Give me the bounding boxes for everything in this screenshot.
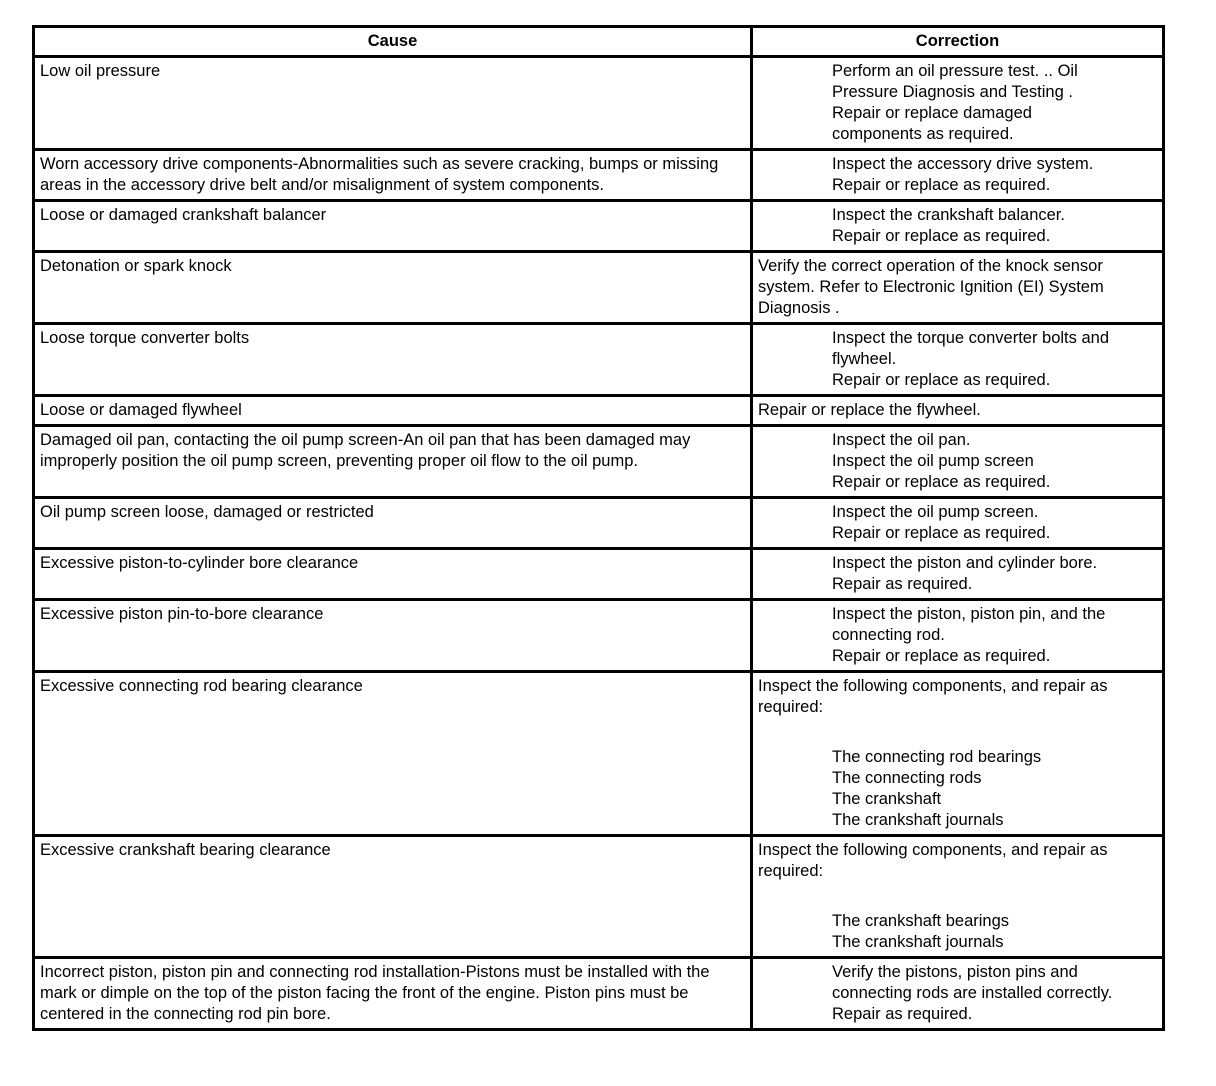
correction-step-line: Inspect the piston and cylinder bore.	[832, 554, 1098, 572]
correction-step-line: The crankshaft	[832, 790, 942, 808]
correction-step-line: Repair or replace as required.	[832, 647, 1051, 665]
correction-cell	[752, 498, 1164, 549]
table-row	[34, 498, 1164, 549]
table-row	[34, 150, 1164, 201]
correction-step-line: flywheel.	[832, 350, 897, 368]
cause-cell: Detonation or spark knock	[34, 252, 752, 324]
correction-step-line: Verify the pistons, piston pins and	[832, 963, 1078, 981]
correction-step-line: Repair as required.	[832, 1005, 973, 1023]
table-row	[34, 426, 1164, 498]
correction-text-line: system. Refer to Electronic Ignition (EI) System	[758, 278, 1104, 296]
correction-step-line: The crankshaft bearings	[832, 912, 1010, 930]
table-row	[34, 836, 1164, 958]
correction-text-line: Verify the correct operation of the knock sensor	[758, 257, 1103, 275]
correction-step-line: Inspect the torque converter bolts and	[832, 329, 1110, 347]
correction-step-line: Inspect the accessory drive system.	[832, 155, 1094, 173]
correction-step-line: Inspect the oil pump screen	[832, 452, 1034, 470]
cause-cell: Loose or damaged flywheel	[34, 396, 752, 426]
cause-cell: Excessive piston pin-to-bore clearance	[34, 600, 752, 672]
correction-text-line: required:	[758, 862, 824, 880]
correction-step-line: Pressure Diagnosis and Testing .	[832, 83, 1073, 101]
correction-step-line: Repair or replace as required.	[832, 524, 1051, 542]
correction-step-line: The crankshaft journals	[832, 933, 1004, 951]
correction-cell	[752, 150, 1164, 201]
cause-cell: Incorrect piston, piston pin and connecting rod installation-Pistons must be installed with the mark or dimple on the top of the piston facing the front of the engine. Piston pins must be centered in the connecting rod pin bore.	[34, 958, 752, 1030]
correction-cell	[752, 549, 1164, 600]
correction-cell	[752, 958, 1164, 1030]
correction-cell	[752, 396, 1164, 426]
correction-step-line: Repair or replace damaged	[832, 104, 1032, 122]
cause-cell: Damaged oil pan, contacting the oil pump screen-An oil pan that has been damaged may improperly position the oil pump screen, preventing proper oil flow to the oil pump.	[34, 426, 752, 498]
correction-step-line: The connecting rod bearings	[832, 748, 1042, 766]
correction-cell	[752, 426, 1164, 498]
table-row	[34, 201, 1164, 252]
correction-step-line: The connecting rods	[832, 769, 982, 787]
correction-header: Correction	[752, 27, 1164, 57]
correction-text-line: Inspect the following components, and repair as	[758, 841, 1108, 859]
diagnosis-table	[32, 25, 1165, 1031]
spacer	[758, 718, 1158, 747]
table-row	[34, 958, 1164, 1030]
table-row	[34, 600, 1164, 672]
correction-step-line: Inspect the crankshaft balancer.	[832, 206, 1065, 224]
correction-step-line: Repair or replace as required.	[832, 176, 1051, 194]
cause-cell: Excessive connecting rod bearing clearance	[34, 672, 752, 836]
correction-cell	[752, 836, 1164, 958]
correction-step-line: components as required.	[832, 125, 1014, 143]
header-row	[34, 27, 1164, 57]
table-row	[34, 324, 1164, 396]
correction-step-line: Inspect the oil pan.	[832, 431, 971, 449]
correction-step-line: Repair or replace as required.	[832, 473, 1051, 491]
cause-cell: Loose or damaged crankshaft balancer	[34, 201, 752, 252]
correction-step-line: Repair as required.	[832, 575, 973, 593]
correction-step-line: Perform an oil pressure test. .. Oil	[832, 62, 1078, 80]
correction-step-line: Inspect the piston, piston pin, and the	[832, 605, 1106, 623]
correction-cell	[752, 600, 1164, 672]
correction-step-line: Repair or replace as required.	[832, 227, 1051, 245]
correction-step-line: connecting rods are installed correctly.	[832, 984, 1113, 1002]
cause-cell: Loose torque converter bolts	[34, 324, 752, 396]
table-row	[34, 252, 1164, 324]
table-row	[34, 672, 1164, 836]
table-row	[34, 57, 1164, 150]
cause-cell: Low oil pressure	[34, 57, 752, 150]
cause-cell: Worn accessory drive components-Abnormalities such as severe cracking, bumps or missing areas in the accessory drive belt and/or misalignment of system components.	[34, 150, 752, 201]
table-row	[34, 396, 1164, 426]
cause-cell: Excessive crankshaft bearing clearance	[34, 836, 752, 958]
correction-text-line: Diagnosis .	[758, 299, 840, 317]
correction-step-line: Repair or replace as required.	[832, 371, 1051, 389]
cause-header: Cause	[34, 27, 752, 57]
correction-cell	[752, 324, 1164, 396]
correction-cell	[752, 57, 1164, 150]
correction-text-line: Inspect the following components, and repair as	[758, 677, 1108, 695]
correction-step-line: The crankshaft journals	[832, 811, 1004, 829]
correction-cell	[752, 672, 1164, 836]
correction-text-line: Repair or replace the flywheel.	[758, 401, 981, 419]
table-body	[34, 57, 1164, 1030]
cause-cell: Oil pump screen loose, damaged or restricted	[34, 498, 752, 549]
correction-cell	[752, 201, 1164, 252]
correction-step-line: connecting rod.	[832, 626, 945, 644]
correction-text-line: required:	[758, 698, 824, 716]
cause-cell: Excessive piston-to-cylinder bore clearance	[34, 549, 752, 600]
correction-step-line: Inspect the oil pump screen.	[832, 503, 1039, 521]
table-row	[34, 549, 1164, 600]
spacer	[758, 882, 1158, 911]
correction-cell	[752, 252, 1164, 324]
